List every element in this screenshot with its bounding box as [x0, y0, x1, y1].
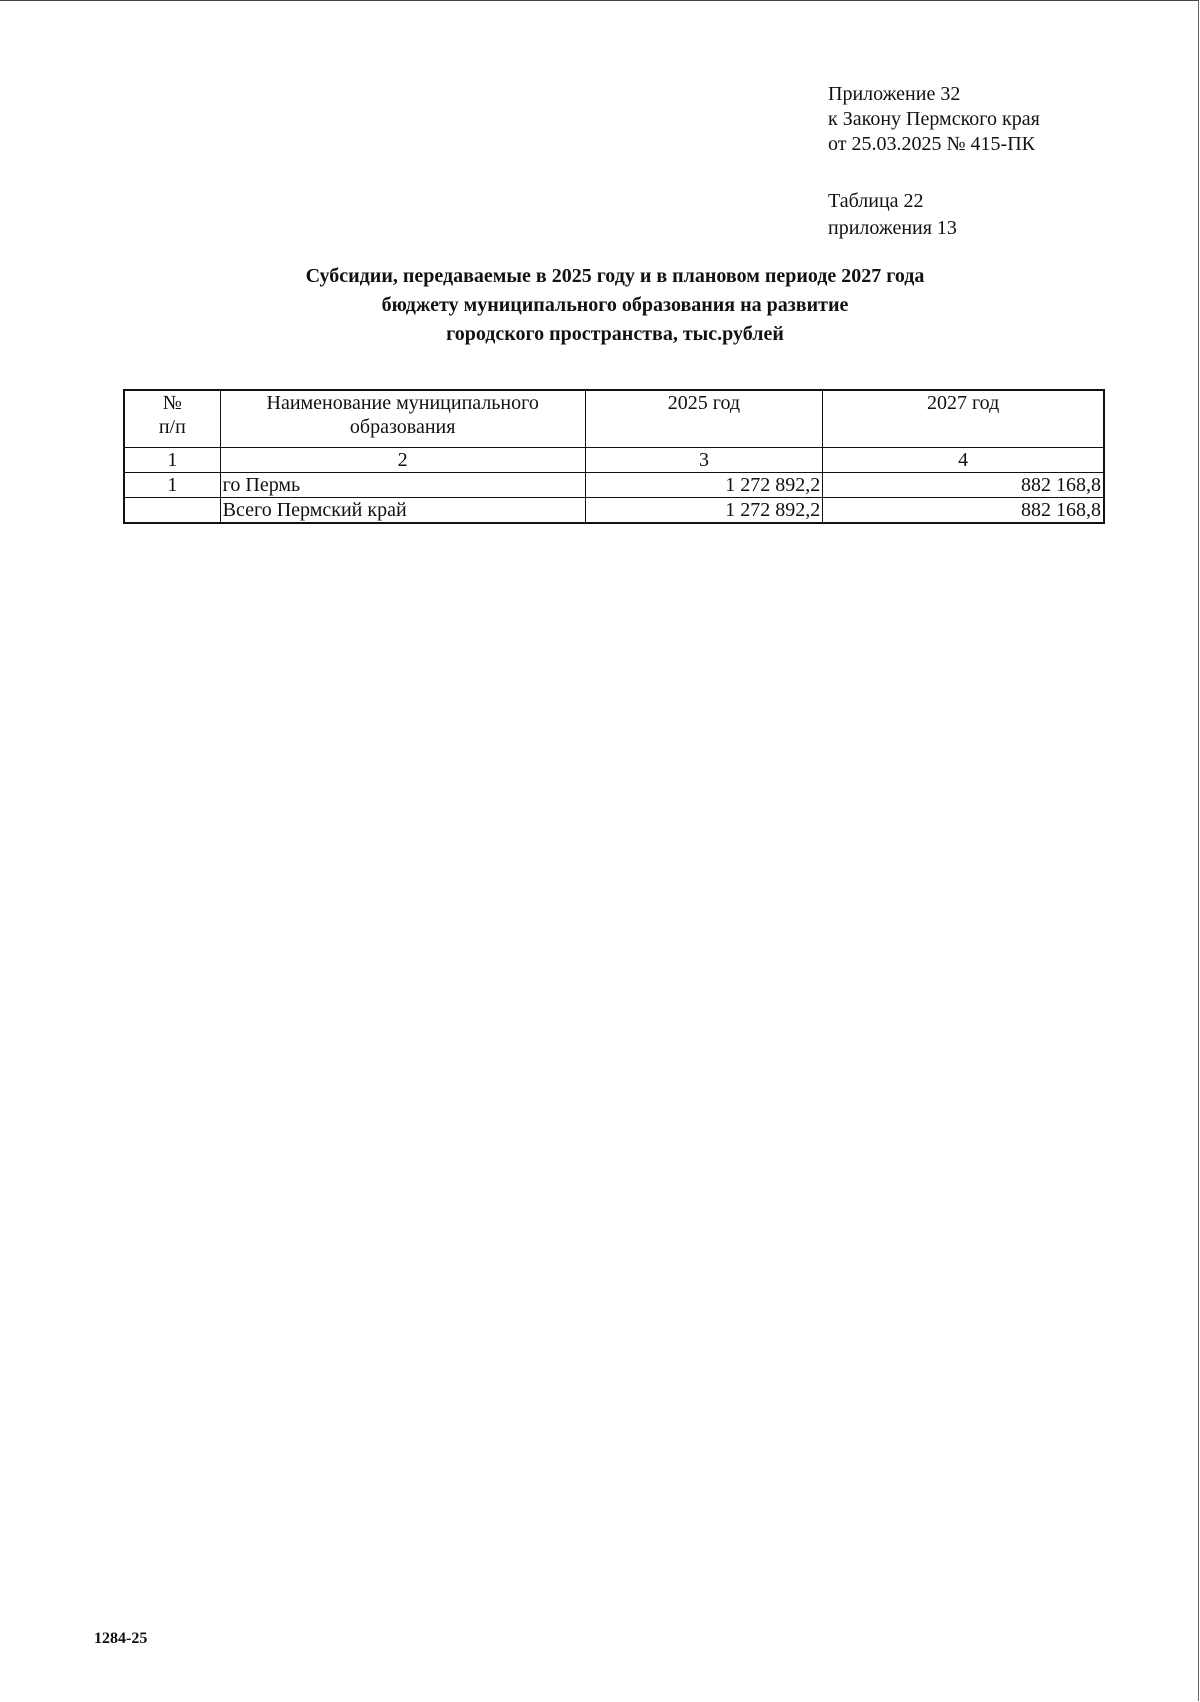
row-value-2025: 1 272 892,2 [585, 473, 823, 498]
col-number-1: 1 [124, 448, 220, 473]
row-name: го Пермь [220, 473, 585, 498]
col-number-2: 2 [220, 448, 585, 473]
header-name-line-1: Наименование муниципального [266, 392, 539, 414]
document-title [200, 262, 1030, 349]
document-code: 1284-25 [94, 1630, 148, 1647]
row-value-2027: 882 168,8 [823, 473, 1104, 498]
total-num [124, 498, 220, 524]
title-line-1: Субсидии, передаваемые в 2025 году и в плановом периоде 2027 года [305, 265, 925, 287]
total-name: Всего Пермский край [220, 498, 585, 524]
appendix-header [828, 82, 1040, 157]
table-row [124, 473, 1104, 498]
col-number-4: 4 [823, 448, 1104, 473]
subsidies-table [123, 389, 1105, 524]
title-line-2: бюджету муниципального образования на развитие [381, 294, 849, 316]
column-number-row [124, 448, 1104, 473]
table-header-row [124, 390, 1104, 448]
header-2027: 2027 год [823, 390, 1104, 448]
appendix-law: к Закону Пермского края [828, 108, 1040, 130]
header-num-line-1: № [162, 392, 182, 414]
header-name-line-2: образования [349, 416, 456, 438]
header-2025: 2025 год [585, 390, 823, 448]
table-number: Таблица 22 [828, 190, 924, 212]
row-num: 1 [124, 473, 220, 498]
title-line-3: городского пространства, тыс.рублей [446, 323, 784, 345]
header-name [220, 390, 585, 448]
total-value-2025: 1 272 892,2 [585, 498, 823, 524]
header-num-line-2: п/п [158, 416, 186, 438]
col-number-3: 3 [585, 448, 823, 473]
table-total-row [124, 498, 1104, 524]
appendix-number: Приложение 32 [828, 83, 961, 105]
table-appendix: приложения 13 [828, 217, 957, 239]
header-num [124, 390, 220, 448]
table-reference [828, 188, 957, 242]
appendix-date: от 25.03.2025 № 415-ПК [828, 133, 1036, 155]
total-value-2027: 882 168,8 [823, 498, 1104, 524]
